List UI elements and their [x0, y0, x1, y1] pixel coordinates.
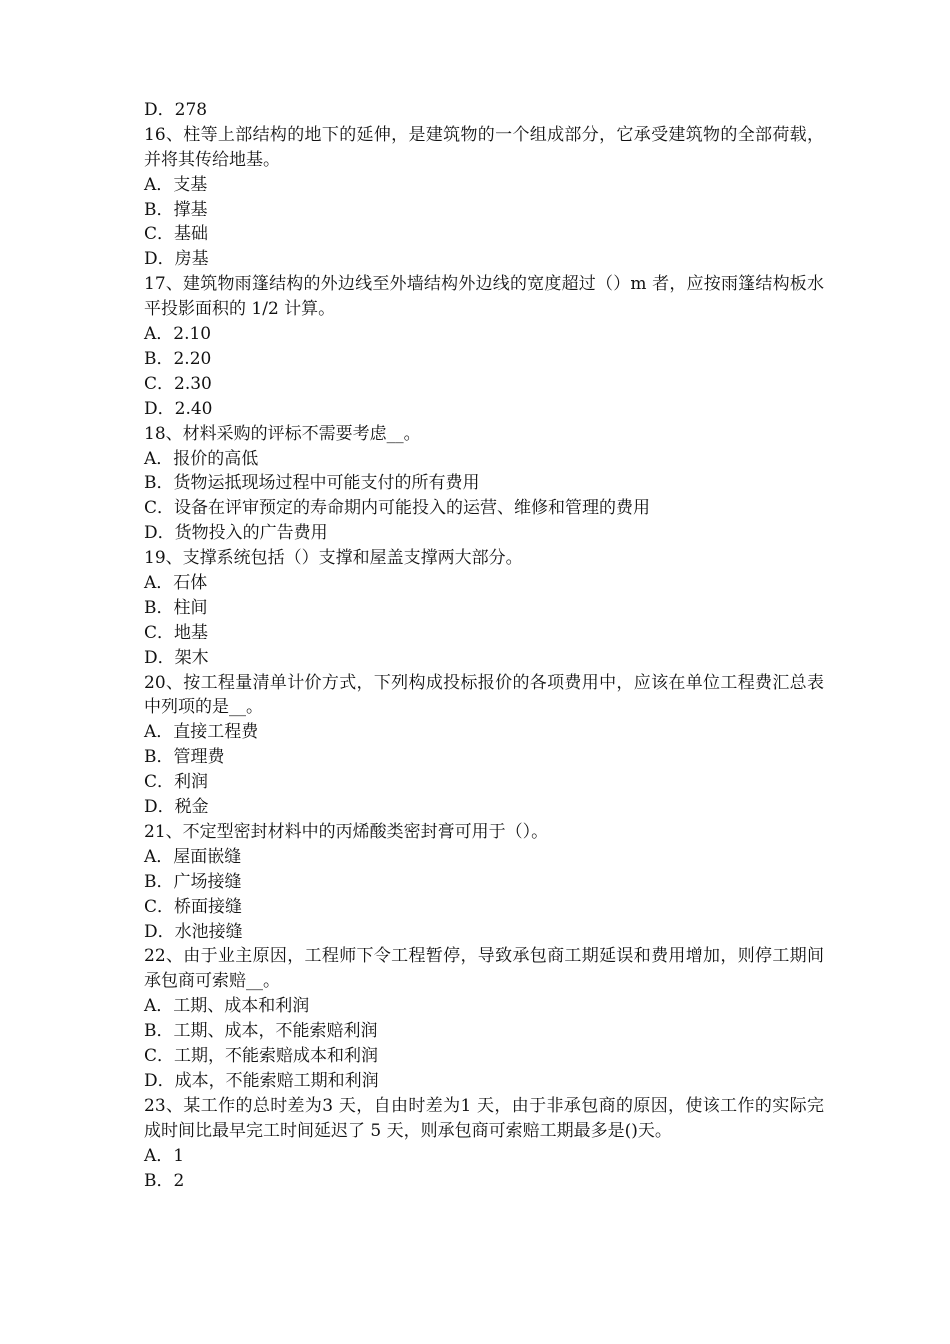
question-22: [144, 944, 824, 1093]
option-c: C．基础: [144, 224, 209, 245]
question-16: [144, 123, 824, 272]
option-b: B．货物运抵现场过程中可能支付的所有费用: [144, 473, 480, 494]
question-23: [144, 1094, 824, 1194]
option-a: A．1: [144, 1145, 185, 1166]
option-c: C．工期，不能索赔成本和利润: [144, 1046, 379, 1067]
question-21: [144, 820, 824, 944]
option-b: B．工期、成本，不能索赔利润: [144, 1021, 378, 1042]
question-text: 23、某工作的总时差为3 天，自由时差为1 天，由于非承包商的原因，使该工作的实际完成时间比最早完工时间延迟了 5 天，则承包商可索赔工期最多是()天。: [144, 1095, 824, 1141]
question-list: [144, 98, 824, 1193]
option-b: B．管理费: [144, 747, 225, 768]
question-text: 16、柱等上部结构的地下的延伸，是建筑物的一个组成部分，它承受建筑物的全部荷载，并将其传给地基。: [144, 124, 824, 170]
option-c: C．2.30: [144, 373, 212, 394]
option-c: C．桥面接缝: [144, 896, 243, 917]
option-a: A．2.10: [144, 324, 212, 345]
option-b: B．2.20: [144, 348, 212, 369]
option-a: A．报价的高低: [144, 448, 259, 469]
option-d: D．房基: [144, 249, 209, 270]
question-20: [144, 671, 824, 820]
question-18: [144, 422, 824, 546]
option-d: D．架木: [144, 647, 209, 668]
question-19: [144, 546, 824, 670]
option-a: A．屋面嵌缝: [144, 846, 242, 867]
option-b: B．柱间: [144, 597, 208, 618]
question-text: 18、材料采购的评标不需要考虑__。: [144, 423, 421, 444]
question-text: 20、按工程量清单计价方式，下列构成投标报价的各项费用中，应该在单位工程费汇总表中列项的是__。: [144, 672, 824, 718]
option-d: D．货物投入的广告费用: [144, 523, 328, 544]
question-text: 19、支撑系统包括（）支撑和屋盖支撑两大部分。: [144, 548, 523, 569]
option-d: D．2.40: [144, 398, 213, 419]
option-d: D．税金: [144, 797, 209, 818]
question-17: [144, 272, 824, 421]
option-d: D．成本，不能索赔工期和利润: [144, 1070, 379, 1091]
question-text: 22、由于业主原因，工程师下令工程暂停，导致承包商工期延误和费用增加，则停工期间承包商可索赔__。: [144, 946, 824, 992]
option-a: A．工期、成本和利润: [144, 996, 310, 1017]
question-text: 21、不定型密封材料中的丙烯酸类密封膏可用于（）。: [144, 821, 549, 842]
option-d: D．278: [144, 100, 208, 120]
option-a: A．支基: [144, 174, 208, 195]
option-b: B．广场接缝: [144, 871, 242, 892]
option-b: B．撑基: [144, 199, 208, 220]
option-c: C．设备在评审预定的寿命期内可能投入的运营、维修和管理的费用: [144, 498, 651, 519]
question-text: 17、建筑物雨篷结构的外边线至外墙结构外边线的宽度超过（）m 者，应按雨篷结构板水平投影面积的 1/2 计算。: [144, 274, 824, 320]
option-b: B．2: [144, 1170, 185, 1191]
option-a: A．直接工程费: [144, 722, 259, 743]
option-c: C．地基: [144, 622, 209, 643]
option-d: D．水池接缝: [144, 921, 243, 942]
option-a: A．石体: [144, 573, 208, 594]
option-c: C．利润: [144, 772, 209, 793]
